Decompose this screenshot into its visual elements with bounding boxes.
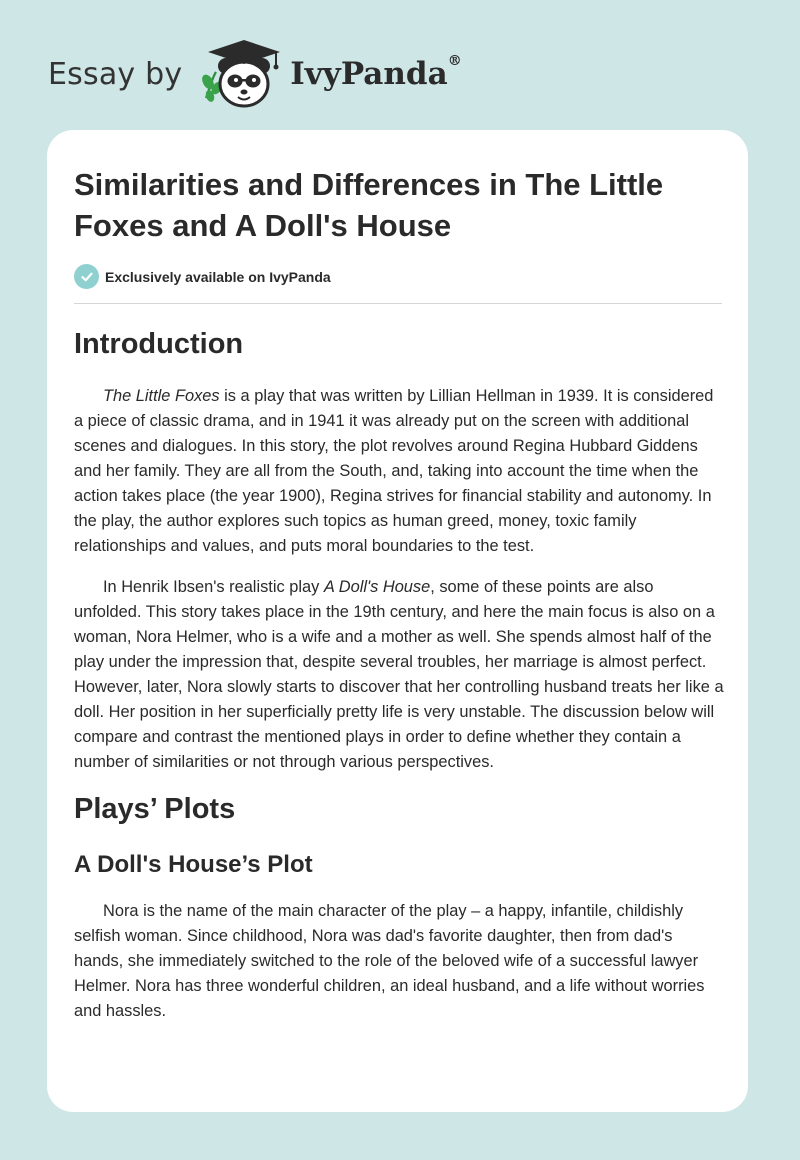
divider bbox=[74, 303, 722, 304]
intro-paragraph-1: The Little Foxes is a play that was written by Lillian Hellman in 1939. It is considered a piece of classic drama, and in 1941 it was already put on the screen with additional scenes and dialogues. In this story, the plot revolves around Regina Hubbard Giddens and her family. They are all from the South, and, taking into account the time when the action takes place (the year 1900), Regina strives for financial stability and autonomy. In the play, the author explores such topics as human greed, money, toxic family relationships and values, and puts moral boundaries to the test. bbox=[74, 387, 714, 555]
section-heading-introduction: Introduction bbox=[74, 328, 244, 360]
check-circle-icon bbox=[74, 264, 99, 289]
brand-name[interactable]: IvyPanda® bbox=[290, 52, 462, 92]
exclusive-badge bbox=[74, 264, 331, 289]
article-card bbox=[47, 130, 748, 1112]
article-title: Similarities and Differences in The Little Foxes and A Doll's House bbox=[74, 167, 664, 243]
subheading-dolls-house-plot: A Doll's House’s Plot bbox=[74, 851, 313, 878]
article-body bbox=[74, 320, 724, 1040]
site-header bbox=[48, 34, 462, 114]
essay-by-label: Essay by bbox=[48, 56, 183, 92]
section-heading-plots: Plays’ Plots bbox=[74, 793, 236, 825]
intro-paragraph-2: In Henrik Ibsen's realistic play A Doll's House, some of these points are also unfolded. This story takes place in the 19th century, and here the main focus is also on a woman, Nora Helmer, who is a wife and a mother as well. She spends almost half of the play under the impression that, despite several troubles, her marriage is almost perfect. However, later, Nora slowly starts to discover that her controlling husband treats her like a doll. Her position in her superficially pretty life is very unstable. The discussion below will compare and contrast the mentioned plays in order to define whether they contain a number of similarities or not through various perspectives. bbox=[74, 578, 724, 771]
plot-paragraph-1: Nora is the name of the main character of the play – a happy, infantile, childishly selfish woman. Since childhood, Nora was dad's favorite daughter, then from dad's hands, she immediately switched to the role of the beloved wife of a successful lawyer Helmer. Nora has three wonderful children, an ideal husband, and a life without worries and hassles. bbox=[74, 902, 705, 1020]
ivypanda-logo-icon[interactable] bbox=[196, 36, 286, 112]
registered-mark: ® bbox=[447, 52, 462, 69]
exclusive-badge-label: Exclusively available on IvyPanda bbox=[105, 268, 331, 285]
